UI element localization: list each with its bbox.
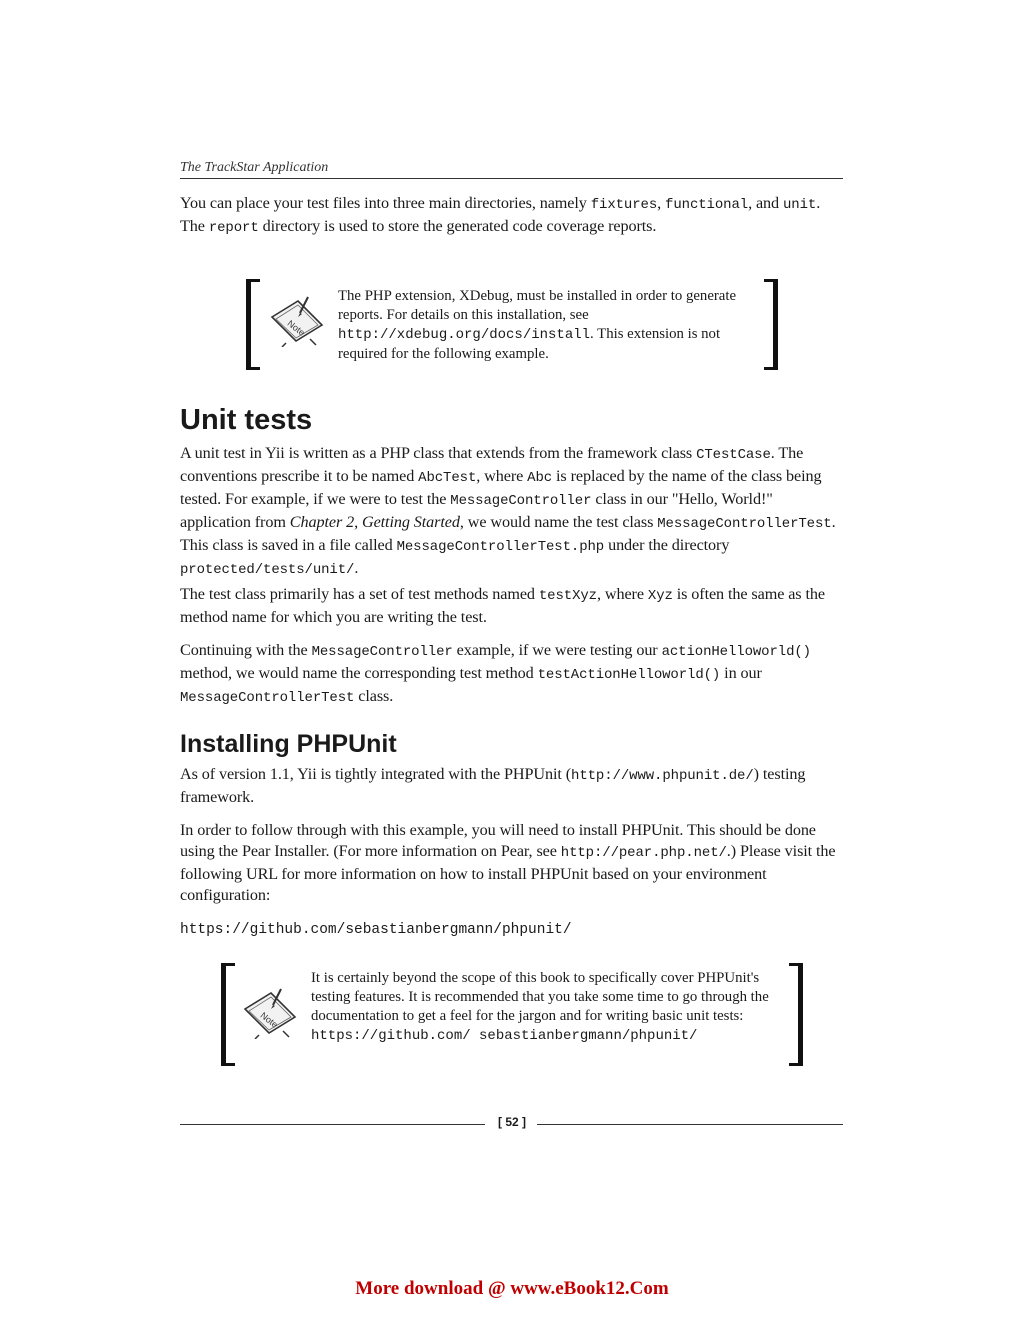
note-text: [311, 969, 771, 1046]
text: , we would name the test class: [459, 513, 658, 531]
heading-unit-tests: Unit tests: [180, 404, 313, 436]
code: unit: [782, 197, 817, 213]
intro-paragraph: [180, 193, 843, 239]
text: It is certainly beyond the scope of this book to specifically cover PHPUnit's testing features. It is recommended that you take some time to go through the documentation to get a feel for the jargon and for writing basic unit tests:: [311, 970, 769, 1024]
chapter-reference: Chapter 2, Getting Started: [289, 513, 460, 531]
code: http://www.phpunit.de/: [571, 768, 754, 784]
text: . The conventions prescribe it to be named: [180, 444, 804, 485]
code: CTestCase: [696, 447, 771, 463]
bracket-right: [764, 279, 778, 370]
code: fixtures: [590, 197, 658, 213]
text: . The: [180, 194, 821, 235]
code: http://xdebug.org/docs/install: [338, 327, 591, 343]
text: , where: [476, 467, 528, 485]
paragraph-test-class: [180, 584, 843, 628]
code: MessageController: [311, 644, 453, 660]
text: .) Please visit the following URL for more information on how to install PHPUnit based on your environment configuration:: [180, 842, 836, 904]
paragraph-install-instructions: [180, 820, 843, 906]
text: ,: [657, 194, 662, 212]
text: method, we would name the corresponding test method: [180, 664, 538, 682]
code: https://github.com/ sebastianbergmann/phpunit/: [311, 1028, 698, 1044]
text: In order to follow through with this example, you will need to install PHPUnit. This should be done using the Pear Installer. (For more information on Pear, see: [180, 821, 816, 860]
code: MessageController: [450, 493, 592, 509]
note-pad-icon: [268, 295, 326, 352]
code: MessageControllerTest: [180, 690, 355, 706]
footer-rule-right: [537, 1124, 843, 1125]
code: MessageControllerTest.php: [396, 539, 605, 555]
code: testXyz: [538, 588, 597, 604]
bracket-left: [221, 963, 235, 1066]
note-icon-label: Note: [285, 318, 307, 338]
code: MessageControllerTest: [657, 516, 832, 532]
bracket-right: [789, 963, 803, 1066]
code: http://pear.php.net/: [560, 845, 727, 861]
text: You can place your test files into three main directories, namely: [180, 194, 591, 212]
text: . This extension is not required for the following example.: [338, 326, 721, 362]
note-box-xdebug: [246, 279, 778, 370]
text: A unit test in Yii is written as a PHP class that extends from the framework class: [180, 444, 697, 462]
note-icon-label: Note: [258, 1010, 280, 1030]
heading-installing-phpunit: Installing PHPUnit: [180, 730, 397, 758]
text: class.: [354, 687, 394, 705]
paragraph-continuing: [180, 640, 843, 709]
code: functional: [665, 197, 749, 213]
text: As of version 1.1, Yii is tightly integrated with the PHPUnit (: [180, 765, 572, 783]
code: testActionHelloworld(): [537, 667, 721, 683]
note-box-phpunit: [221, 963, 803, 1066]
text: The test class primarily has a set of test methods named: [180, 585, 539, 603]
text: .: [354, 559, 359, 577]
text: in our: [720, 664, 762, 682]
text: under the directory: [604, 536, 730, 554]
footer-rule-left: [180, 1124, 485, 1125]
code: actionHelloworld(): [661, 644, 811, 660]
text: example, if we were testing our: [452, 641, 662, 659]
running-head: The TrackStar Application: [180, 160, 843, 179]
text: , and: [748, 194, 783, 212]
text: is often the same as the method name for which you are writing the test.: [180, 585, 825, 626]
code: AbcTest: [418, 470, 477, 486]
note-text: [338, 287, 746, 364]
url-line: https://github.com/sebastianbergmann/phpunit/: [180, 922, 572, 938]
text: . This class is saved in a file called: [180, 513, 836, 554]
code: report: [208, 220, 259, 236]
text: Continuing with the: [180, 641, 312, 659]
code: Abc: [527, 470, 553, 486]
text: class in our "Hello, World!" application from: [180, 490, 773, 531]
text: is replaced by the name of the class being tested. For example, if we were to test the: [180, 467, 822, 508]
code: Xyz: [647, 588, 673, 604]
bracket-left: [246, 279, 260, 370]
page-number: [ 52 ]: [497, 1115, 526, 1129]
text: directory is used to store the generated code coverage reports.: [258, 217, 657, 235]
paragraph-unit-test: [180, 443, 843, 581]
text: , where: [597, 585, 648, 603]
code: protected/tests/unit/: [180, 562, 355, 578]
promo-link[interactable]: More download @ www.eBook12.Com: [355, 1278, 669, 1299]
text: ) testing framework.: [180, 765, 806, 806]
text: The PHP extension, XDebug, must be installed in order to generate reports. For details on this installation, see: [338, 288, 737, 323]
note-pad-icon: [241, 987, 299, 1044]
paragraph-version: [180, 764, 843, 808]
